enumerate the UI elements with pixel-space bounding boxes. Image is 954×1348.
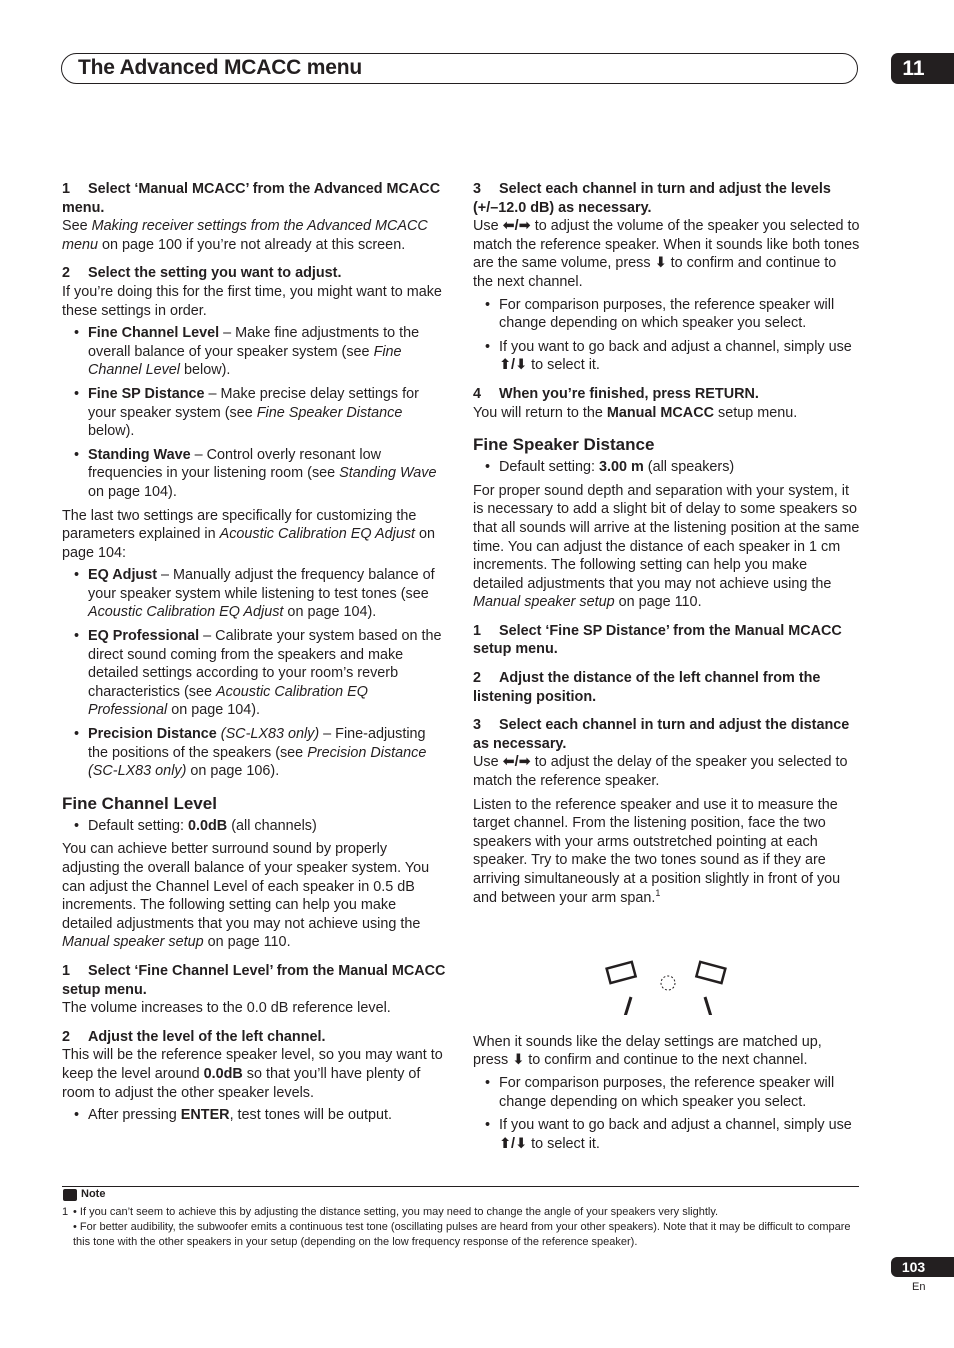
paragraph: The last two settings are specifically for customizing the parameters explained in Acoustic Calibration EQ Adjust on page 104:	[62, 507, 436, 561]
footnote-line: 1 • If you can’t seem to achieve this by adjusting the distance setting, you may need to change the angle of your speakers very slightly.	[62, 1206, 719, 1218]
list-item: • After pressing ENTER, test tones will be output.	[62, 1106, 446, 1125]
list-item: • EQ Professional – Calibrate your system based on the direct sound coming from the speakers and make detailed settings according to your room’s reverb characteristics (see Acoustic Calibration EQ Professional on page 104).	[62, 627, 446, 720]
settings-list	[62, 324, 446, 501]
step-select-manual-mcacc: 1 Select ‘Manual MCACC’ from the Advanced MCACC menu.	[62, 181, 441, 216]
down-arrow-icon: ⬇	[512, 1052, 525, 1069]
step-adjust-distances: 3 Select each channel in turn and adjust the distance as necessary.	[473, 717, 850, 752]
step-body: Use ⬅/➡ to adjust the delay of the speaker you selected to match the reference speaker.	[473, 754, 848, 790]
step-body: The volume increases to the 0.0 dB reference level.	[62, 1000, 391, 1017]
note-icon	[63, 1189, 77, 1201]
default-setting-list	[62, 817, 446, 836]
default-setting-list	[473, 458, 860, 477]
step-select-fine-sp-distance: 1 Select ‘Fine SP Distance’ from the Manual MCACC setup menu.	[473, 622, 842, 658]
listening-position-diagram	[473, 915, 860, 1015]
listener-icon	[623, 997, 713, 1015]
list-item: • EQ Adjust – Manually adjust the frequency balance of your speaker system while listening to test tones (see Acoustic Calibration EQ Adjust on page 104).	[62, 566, 446, 622]
page-title: The Advanced MCACC menu	[78, 56, 362, 79]
up-down-arrows-icon: ⬆/⬇	[499, 1135, 528, 1152]
list-item: • For comparison purposes, the reference speaker will change depending on which speaker you select.	[473, 296, 860, 333]
step-select-fine-channel-level: 1 Select ‘Fine Channel Level’ from the Manual MCACC setup menu.	[62, 962, 446, 998]
right-speaker-icon	[696, 962, 725, 983]
list-item: • Fine Channel Level – Make fine adjustments to the overall balance of your speaker system (see Fine Channel Level below).	[62, 324, 446, 380]
footnote	[62, 1205, 862, 1250]
language-code: En	[912, 1281, 926, 1293]
step-body: This will be the reference speaker level, so you may want to keep the level around 0.0dB so that you’ll have plenty of room to adjust the other speaker levels.	[62, 1047, 443, 1101]
step-body: You will return to the Manual MCACC setup menu.	[473, 404, 798, 421]
step-select-setting: 2 Select the setting you want to adjust.	[62, 265, 342, 282]
list-item: • Default setting: 0.0dB (all channels)	[62, 817, 446, 836]
right-column	[473, 180, 860, 1158]
paragraph: Listen to the reference speaker and use it to measure the target channel. From the listening position, face the two speakers with your arms outstretched pointing at each speaker. Try to make the two tones sound as if they are arriving simultaneously at a position slightly in front of you and between your arm span.$^1$	[473, 796, 841, 906]
left-column	[62, 180, 446, 1130]
step-body: See Making receiver settings from the Advanced MCACC menu on page 100 if you’re not already at this screen.	[62, 218, 428, 253]
section-heading: Fine Channel Level	[62, 793, 217, 813]
left-right-arrows-icon: ⬅/➡	[502, 754, 531, 771]
bullet-list	[473, 296, 860, 375]
paragraph: For proper sound depth and separation with your system, it is necessary to add a slight bit of delay to some speakers so that all sounds will arrive at the listening position at the same time. You can adjust the distance of each speaker in 1 cm increments. The following setting can help you make detailed adjustments that you may not achieve using the Manual speaker setup on page 110.	[473, 482, 860, 611]
list-item: • If you want to go back and adjust a channel, simply use ⬆/⬇ to select it.	[473, 1116, 860, 1153]
step-adjust-levels: 3 Select each channel in turn and adjust the levels (+/–12.0 dB) as necessary.	[473, 181, 831, 216]
page-number: 103	[891, 1257, 954, 1277]
step-body: If you’re doing this for the first time, you might want to make these settings in order.	[62, 283, 442, 319]
left-speaker-icon	[607, 962, 636, 983]
chapter-tab: 11	[891, 53, 954, 84]
bullet-list	[62, 1106, 446, 1125]
step-body: Use ⬅/➡ to adjust the volume of the speaker you selected to match the reference speaker. When it sounds like both tones are the same volume, press ⬇ to confirm and continue to the next channel.	[473, 218, 860, 290]
list-item: • For comparison purposes, the reference speaker will change depending on which speaker you select.	[473, 1074, 860, 1111]
list-item: • If you want to go back and adjust a channel, simply use ⬆/⬇ to select it.	[473, 338, 860, 375]
step-adjust-left-distance: 2 Adjust the distance of the left channel from the listening position.	[473, 670, 821, 705]
paragraph: You can achieve better surround sound by properly adjusting the overall balance of your speaker system. You can adjust the Channel Level of each speaker in 0.5 dB increments. The following setting can help you make detailed adjustments that you may not achieve using the Manual speaker setup on page 110.	[62, 841, 430, 951]
note-label: Note	[81, 1188, 106, 1200]
list-item: • Default setting: 3.00 m (all speakers)	[473, 458, 860, 477]
footnote-divider	[62, 1186, 859, 1187]
step-press-return: 4 When you’re finished, press RETURN.	[473, 385, 759, 402]
eq-settings-list	[62, 566, 446, 781]
bullet-list	[473, 1074, 860, 1153]
section-heading: Fine Speaker Distance	[473, 435, 655, 455]
list-item: • Standing Wave – Control overly resonant low frequencies in your listening room (see Standing Wave on page 104).	[62, 446, 446, 502]
step-adjust-left-level: 2 Adjust the level of the left channel.	[62, 1028, 326, 1045]
list-item: • Precision Distance (SC-LX83 only) – Fine-adjusting the positions of the speakers (see Precision Distance (SC-LX83 only) on page 106).	[62, 725, 446, 781]
subwoofer-icon	[661, 976, 675, 990]
paragraph: When it sounds like the delay settings are matched up, press ⬇ to confirm and continue to the next channel.	[473, 1033, 822, 1069]
down-arrow-icon: ⬇	[654, 255, 667, 272]
footnote-line: • For better audibility, the subwoofer emits a continuous test tone (oscillating pulses are heard from your other speakers). Note that it may be difficult to compare this tone with the other speakers in your setup (depending on the low frequency response of the reference speaker).	[73, 1221, 851, 1248]
up-down-arrows-icon: ⬆/⬇	[499, 357, 528, 374]
left-right-arrows-icon: ⬅/➡	[502, 218, 531, 235]
list-item: • Fine SP Distance – Make precise delay settings for your speaker system (see Fine Speaker Distance below).	[62, 385, 446, 441]
